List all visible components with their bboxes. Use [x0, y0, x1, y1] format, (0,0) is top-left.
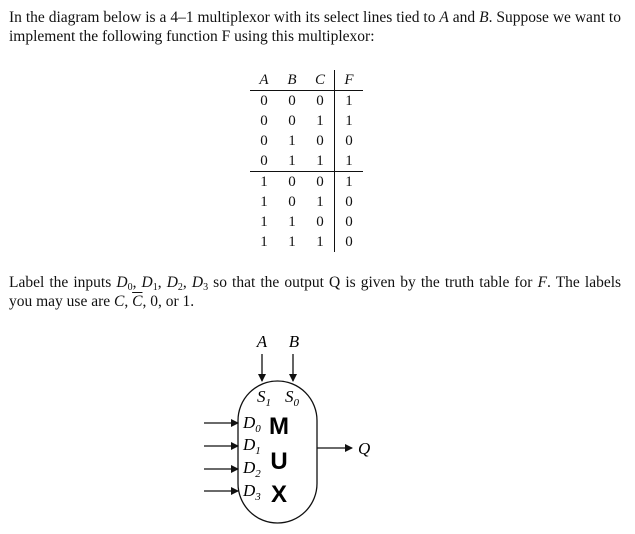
table-row: [250, 131, 363, 151]
cell: 1: [288, 152, 296, 169]
input-d0-label: $D_0$: [243, 413, 261, 435]
instr-text: Label the inputs: [9, 274, 117, 291]
cell: 1: [250, 172, 278, 193]
select-a-label: A: [256, 332, 268, 351]
instr-text: ,: [182, 274, 192, 291]
mux-letter-m: M: [269, 413, 289, 440]
instr-text: , 0, or 1.: [142, 293, 195, 310]
instr-text: ,: [124, 293, 133, 310]
truth-table-header: [250, 70, 363, 91]
intro-text: and: [448, 9, 480, 26]
label-c: C: [114, 293, 125, 310]
header-c: C: [306, 70, 335, 91]
header-a: A: [250, 70, 278, 91]
table-row: [250, 172, 363, 193]
cell: 0: [260, 112, 268, 129]
cell: 0: [260, 152, 268, 169]
subscript: 3: [203, 282, 209, 293]
input-d3-label: $D_3$: [243, 481, 261, 503]
cell: 0: [316, 92, 324, 109]
table-row: [250, 192, 363, 212]
cell: 1: [288, 233, 296, 250]
instructions-paragraph: [9, 273, 621, 311]
cell: 1: [260, 213, 268, 230]
cell: 1: [260, 233, 268, 250]
var-f: F: [537, 274, 548, 291]
instr-text: . The labels you may use are: [9, 274, 622, 310]
instr-text: ,: [132, 274, 142, 291]
cell: 1: [316, 112, 324, 129]
var-b: B: [479, 9, 489, 26]
cell: 1: [316, 233, 324, 250]
select-port-s0: $S_0$: [285, 387, 299, 409]
instr-text: so that the output Q is given by the truth table for: [208, 274, 538, 291]
cell: 0: [306, 172, 335, 193]
input-d1-ref: D: [141, 274, 153, 291]
mux-letter-u: U: [270, 448, 288, 475]
header-b: B: [278, 70, 306, 91]
cell: 1: [260, 193, 268, 210]
truth-table: [250, 70, 363, 252]
select-b-label: B: [288, 332, 300, 351]
cell-f: 1: [335, 172, 364, 193]
output-q-label: Q: [358, 439, 371, 458]
input-d2-ref: D: [166, 274, 178, 291]
table-row: [250, 232, 363, 252]
subscript: 1: [152, 282, 158, 293]
table-row: [250, 111, 363, 131]
cell: 1: [316, 193, 324, 210]
cell-f: 1: [335, 91, 364, 112]
intro-text: . Suppose we want to implement the following function F using this multiplexor:: [9, 9, 621, 45]
cell-f: 0: [335, 192, 364, 212]
intro-paragraph: [9, 8, 621, 46]
cell: 0: [288, 92, 296, 109]
intro-text: In the diagram below is a 4–1 multiplexor with its select lines tied to: [9, 9, 440, 26]
cell: 1: [288, 213, 296, 230]
header-f: F: [335, 70, 364, 91]
cell: 1: [316, 152, 324, 169]
cell: 0: [260, 132, 268, 149]
cell-f: 1: [335, 111, 364, 131]
subscript: 0: [127, 282, 133, 293]
table-row: [250, 151, 363, 172]
cell: 0: [278, 172, 306, 193]
cell: 0: [316, 213, 324, 230]
cell-f: 1: [335, 151, 364, 172]
mux-diagram: [0, 325, 635, 534]
label-c-bar: $\overline{C}$: [132, 293, 143, 310]
input-d0-ref: D: [116, 274, 128, 291]
cell-f: 0: [335, 212, 364, 232]
input-d3-ref: D: [191, 274, 204, 291]
table-row: [250, 91, 363, 112]
select-port-s1: $S_1$: [257, 387, 271, 409]
cell: 0: [288, 112, 296, 129]
cell: 1: [288, 132, 296, 149]
subscript: 2: [177, 282, 183, 293]
input-d2-label: $D_2$: [243, 458, 261, 480]
input-d1-label: $D_1$: [243, 435, 261, 457]
instr-text: ,: [157, 274, 167, 291]
var-a: A: [439, 9, 449, 26]
cell: 0: [288, 193, 296, 210]
table-row: [250, 212, 363, 232]
cell: 0: [316, 132, 324, 149]
cell-f: 0: [335, 232, 364, 252]
cell: 0: [260, 92, 268, 109]
cell-f: 0: [335, 131, 364, 151]
mux-letter-x: X: [270, 481, 288, 508]
